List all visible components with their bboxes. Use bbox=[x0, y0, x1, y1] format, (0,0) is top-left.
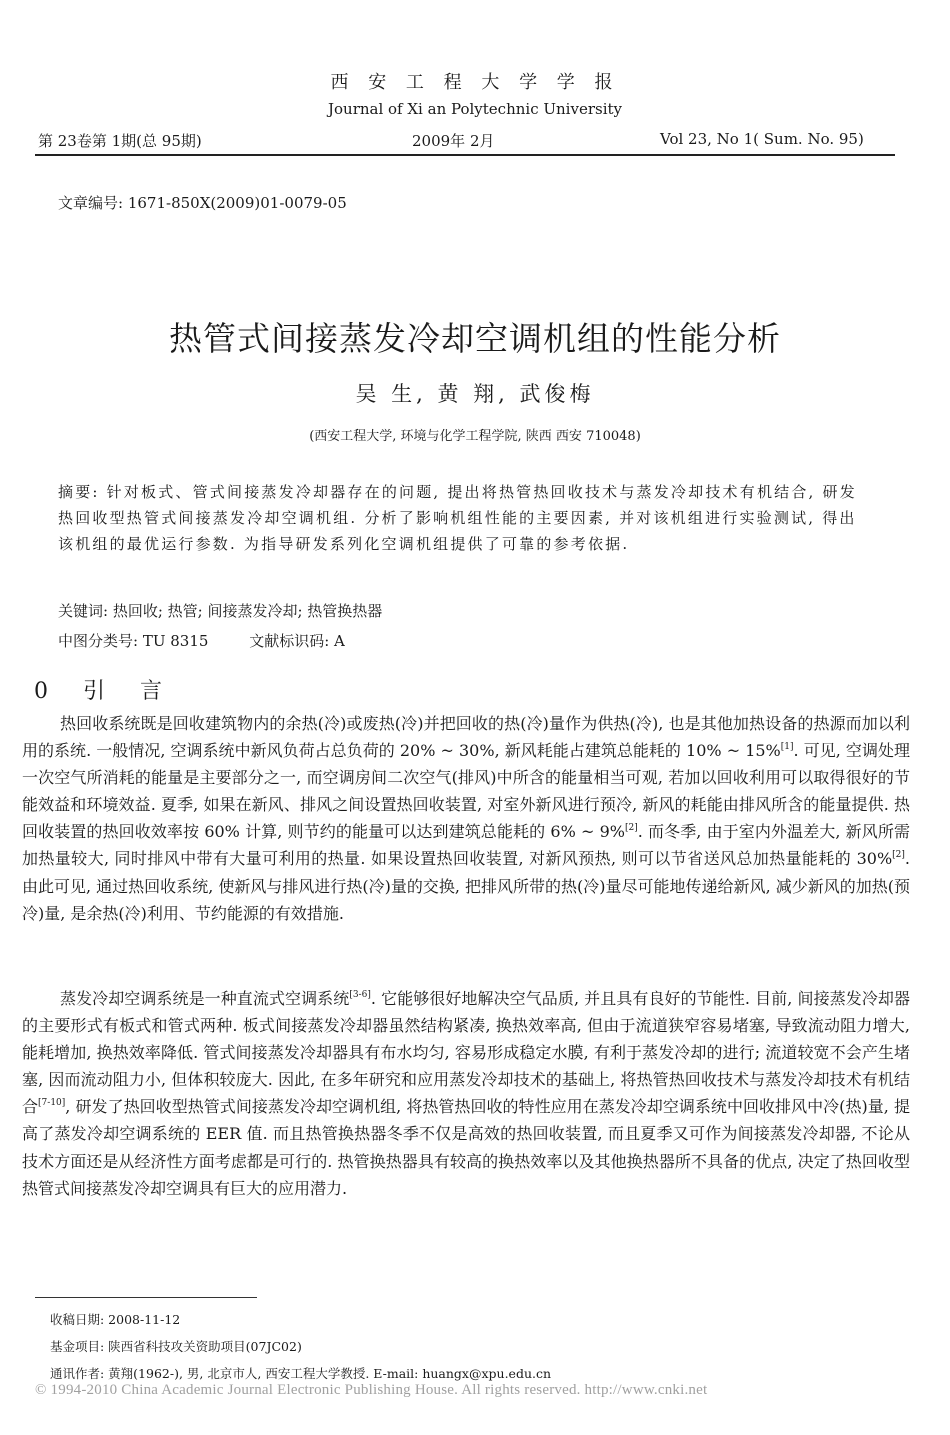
volume-cn: 第 23卷第 1期(总 95期) bbox=[38, 132, 202, 150]
citation: [1] bbox=[780, 742, 794, 753]
volume-en: Vol 23, No 1( Sum. No. 95) bbox=[660, 130, 864, 148]
classification-row bbox=[58, 630, 345, 651]
body-paragraph-2: 蒸发冷却空调系统是一种直流式空调系统[3-6]. 它能够很好地解决空气品质, 并且具有良好的节能性. 目前, 间接蒸发冷却器的主要形式有板式和管式两种. 板式间接蒸发冷却器虽然结构紧凑, 换热效率高, 但由于流道狭窄容易堵塞, 导致流动阻力增大, 能耗增加, 换热效率降低. 管式间接蒸发冷却器具有布水均匀, 容易形成稳定水膜, 有利于蒸发冷却的进行; 流道较宽不会产生堵塞, 因而流动阻力小, 但体积较庞大. 因此, 在多年研究和应用蒸发冷却技术的基础上, 将热管热回收技术与蒸发冷却技术有机结合[7-10], 研发了热回收型热管式间接蒸发冷却空调机组, 将热管热回收的特性应用在蒸发冷却空调系统中回收排风中冷(热)量, 提高了蒸发冷却空调系统的 EER 值. 而且热管换热器冬季不仅是高效的热回收装置, 而且夏季又可作为间接蒸发冷却器, 不论从技术方面还是从经济性方面考虑都是可行的. 热管换热器具有较高的换热效率以及其他换热器所不具备的优点, 决定了热回收型热管式间接蒸发冷却空调具有巨大的应用潜力. bbox=[22, 989, 910, 1198]
citation: [2] bbox=[624, 823, 638, 834]
authors: 吴 生, 黄 翔, 武俊梅 bbox=[355, 382, 595, 406]
journal-name-cn: 西 安 工 程 大 学 学 报 bbox=[330, 72, 620, 93]
clc-number: 中图分类号: TU 8315 bbox=[58, 632, 209, 650]
footnote-author: 通讯作者: 黄翔(1962-), 男, 北京市人, 西安工程大学教授. E-mail: huangx@xpu.edu.cn bbox=[50, 1366, 552, 1381]
body-paragraph-1: 热回收系统既是回收建筑物内的余热(冷)或废热(冷)并把回收的热(冷)量作为供热(冷), 也是其他加热设备的热源而加以利用的系统. 一般情况, 空调系统中新风负荷占总负荷的 20% ~ 30%, 新风耗能占建筑总能耗的 10% ~ 15%[1]. 可见, 空调处理一次空气所消耗的能量是主要部分之一, 而空调房间二次空气(排风)中所含的能量相当可观, 若加以回收利用可以取得很好的节能效益和环境效益. 夏季, 如果在新风、排风之间设置热回收装置, 对室外新风进行预冷, 新风的耗能由排风所含的能量提供. 热回收装置的热回收效率按 60% 计算, 则节约的能量可以达到建筑总能耗的 6% ~ 9%[2]. 而冬季, 由于室内外温差大, 新风所需加热量较大, 同时排风中带有大量可利用的热量. 如果设置热回收装置, 对新风预热, 则可以节省送风总加热量能耗的 30%[2]. 由此可见, 通过热回收系统, 使新风与排风进行热(冷)量的交换, 把排风所带的热(冷)量尽可能地传递给新风, 减少新风的加热(预冷)量, 是余热(冷)利用、节约能源的有效措施. bbox=[22, 714, 910, 923]
citation: [7-10] bbox=[38, 1098, 66, 1109]
footnote-fund: 基金项目: 陕西省科技攻关资助项目(07JC02) bbox=[50, 1339, 302, 1354]
affiliation: (西安工程大学, 环境与化学工程学院, 陕西 西安 710048) bbox=[309, 429, 641, 444]
issue-date: 2009年 2月 bbox=[412, 132, 495, 150]
article-number: 文章编号: 1671-850X(2009)01-0079-05 bbox=[58, 194, 347, 212]
keywords: 关键词: 热回收; 热管; 间接蒸发冷却; 热管换热器 bbox=[58, 602, 383, 620]
header-rule bbox=[35, 154, 895, 156]
copyright-watermark: © 1994-2010 China Academic Journal Electronic Publishing House. All rights reserved. http://www.cnki.net bbox=[35, 1382, 708, 1398]
abstract: 摘要: 针对板式、管式间接蒸发冷却器存在的问题, 提出将热管热回收技术与蒸发冷却技术有机结合, 研发热回收型热管式间接蒸发冷却空调机组. 分析了影响机组性能的主要因素, 并对该机组进行实验测试, 得出该机组的最优运行参数. 为指导研发系列化空调机组提供了可靠的参考依据. bbox=[58, 483, 857, 553]
citation: [3-6] bbox=[349, 990, 371, 1000]
footnote-received: 收稿日期: 2008-11-12 bbox=[50, 1312, 181, 1327]
citation: [2] bbox=[892, 850, 905, 861]
journal-name-en: Journal of Xi an Polytechnic University bbox=[327, 100, 622, 118]
paper-title: 热管式间接蒸发冷却空调机组的性能分析 bbox=[169, 319, 781, 358]
section-heading: 0 引 言 bbox=[34, 679, 176, 704]
document-code: 文献标识码: A bbox=[249, 632, 345, 650]
footnote-rule bbox=[35, 1297, 257, 1298]
